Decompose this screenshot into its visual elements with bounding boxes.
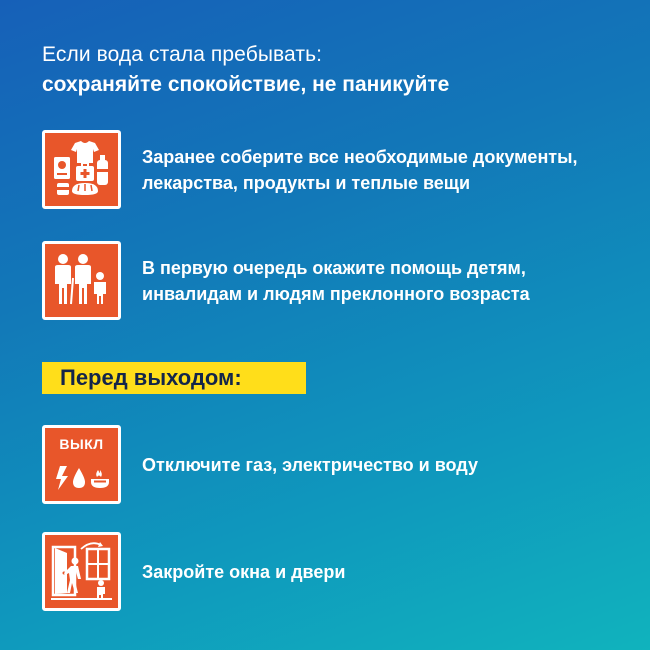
intro bbox=[42, 40, 632, 100]
water-drop-icon bbox=[73, 468, 85, 488]
supplies-icon bbox=[42, 130, 121, 209]
tip-utilities-off-text bbox=[142, 425, 632, 504]
tip-supplies bbox=[42, 130, 632, 210]
tip-close-windows-doors-text bbox=[142, 532, 632, 611]
tip-help-vulnerable-line2: инвалидам и людям преклонного возраста bbox=[142, 283, 530, 304]
tip-utilities-off bbox=[42, 425, 632, 505]
tip-utilities-off-line1: Отключите газ, электричество и воду bbox=[142, 454, 478, 475]
tip-help-vulnerable-text bbox=[142, 241, 632, 320]
utilities-off-icon bbox=[42, 425, 121, 504]
section-heading-before-exit: Перед выходом: bbox=[42, 362, 306, 394]
utilities-off-label: ВЫКЛ bbox=[59, 436, 104, 452]
tip-close-windows-doors bbox=[42, 532, 632, 612]
tip-supplies-line1: Заранее соберите все необходимые документы, bbox=[142, 146, 578, 167]
intro-line1: Если вода стала пребывать: bbox=[42, 43, 323, 66]
family-icon bbox=[42, 241, 121, 320]
close-windows-doors-icon bbox=[42, 532, 121, 611]
tip-supplies-text bbox=[142, 130, 632, 209]
tip-close-windows-doors-line1: Закройте окна и двери bbox=[142, 561, 346, 582]
intro-line2: сохраняйте спокойствие, не паникуйте bbox=[42, 73, 450, 96]
electricity-icon bbox=[56, 466, 68, 490]
gas-burner-icon bbox=[91, 470, 109, 488]
tip-supplies-line2: лекарства, продукты и теплые вещи bbox=[142, 172, 471, 193]
tip-help-vulnerable-line1: В первую очередь окажите помощь детям, bbox=[142, 257, 526, 278]
tip-help-vulnerable bbox=[42, 241, 632, 321]
